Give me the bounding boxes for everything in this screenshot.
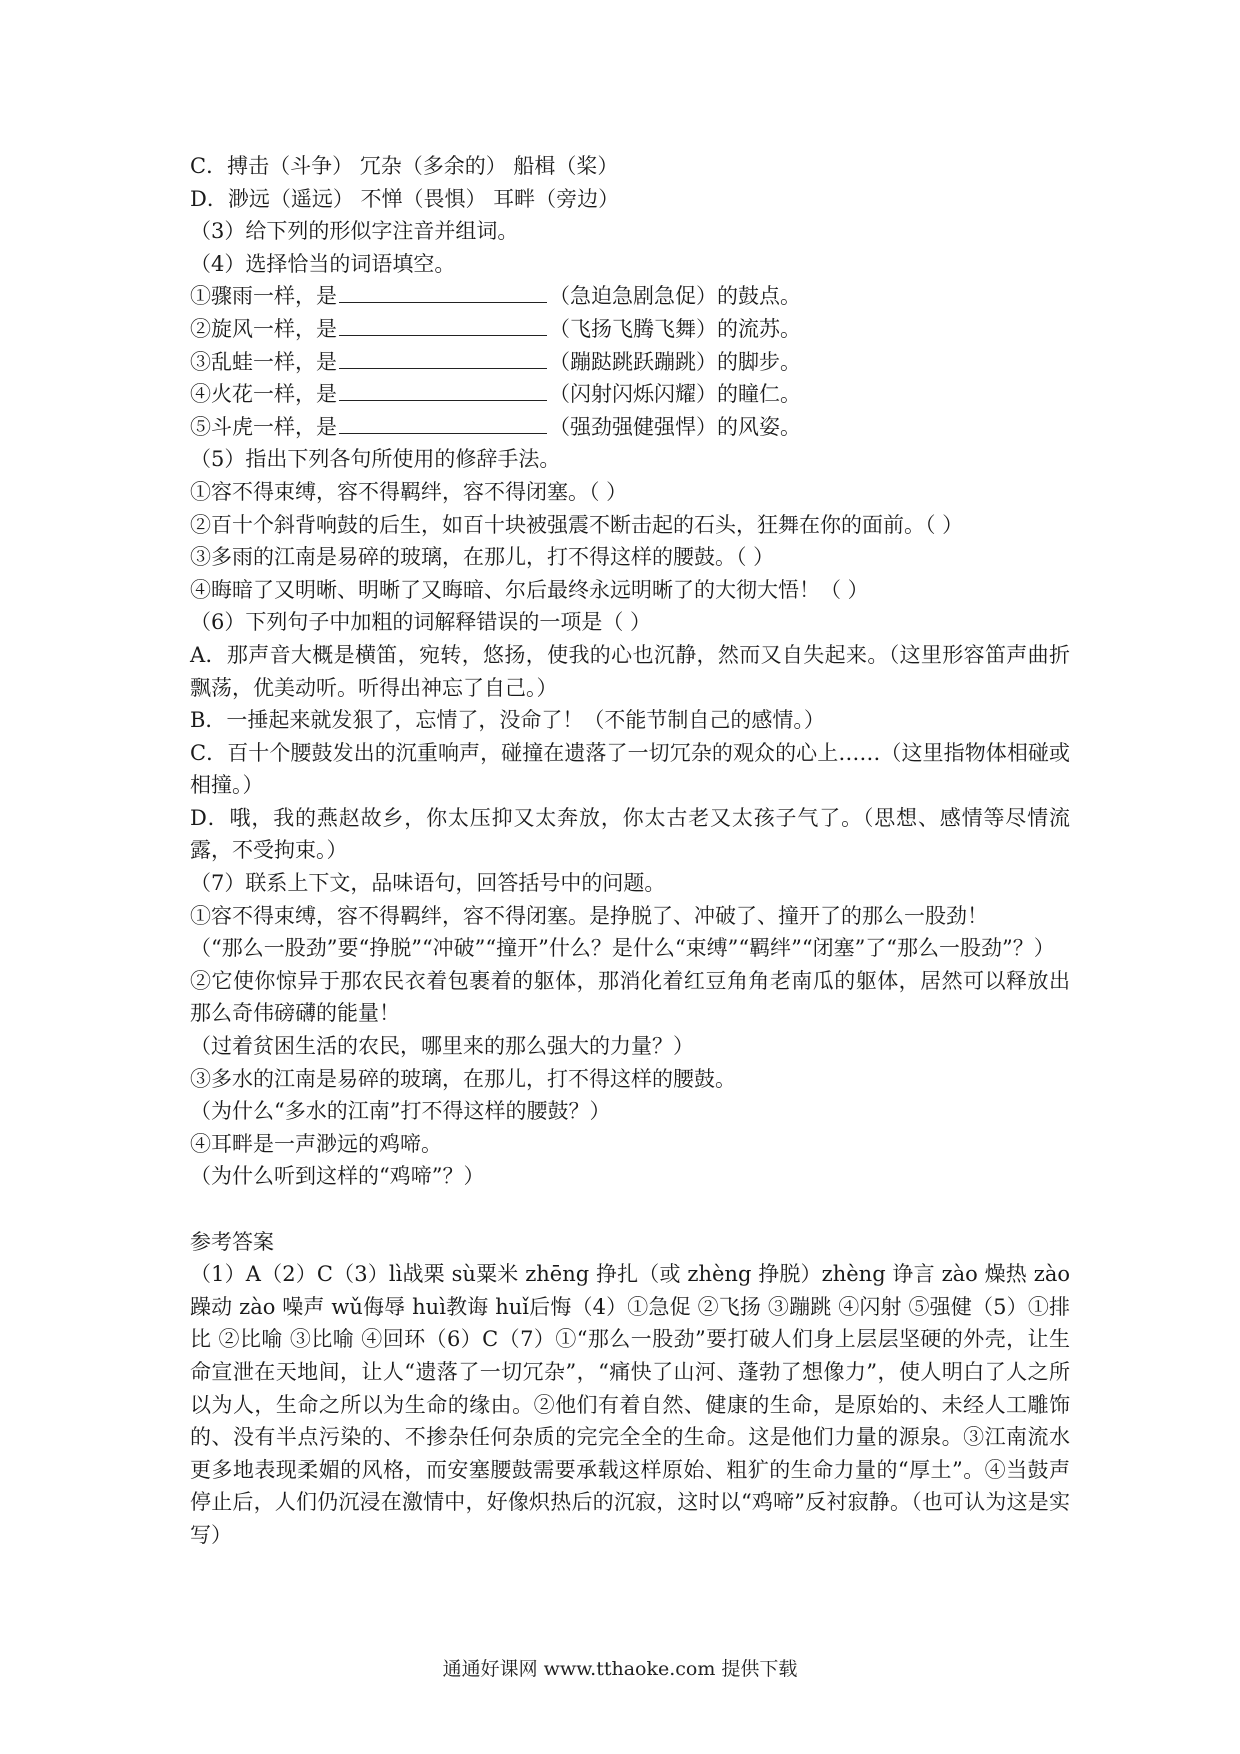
fill-item-prefix: ⑤斗虎一样，是 bbox=[190, 414, 337, 439]
section-gap bbox=[190, 1193, 1070, 1226]
quote-question: （过着贫困生活的农民，哪里来的那么强大的力量？） bbox=[190, 1034, 694, 1059]
fill-item bbox=[190, 346, 1070, 379]
question-7: （7）联系上下文，品味语句，回答括号中的问题。 bbox=[190, 871, 666, 896]
fill-item-suffix: （飞扬飞腾飞舞）的流苏。 bbox=[549, 316, 801, 341]
fill-item-suffix: （强劲强健强悍）的风姿。 bbox=[549, 414, 801, 439]
answer-blank[interactable] bbox=[339, 350, 547, 369]
option-a: A．那声音大概是横笛，宛转，悠扬，使我的心也沉静，然而又自失起来。（这里形容笛声曲折飘荡，优美动听。听得出神忘了自己。） bbox=[190, 642, 1070, 700]
answer-blank[interactable] bbox=[339, 382, 547, 401]
fill-item bbox=[190, 280, 1070, 313]
question-4: （4）选择恰当的词语填空。 bbox=[190, 251, 456, 276]
fill-item-suffix: （闪射闪烁闪耀）的瞳仁。 bbox=[549, 382, 801, 407]
page-footer: 通通好课网 www.tthaoke.com 提供下载 bbox=[442, 1658, 798, 1680]
fill-item bbox=[190, 378, 1070, 411]
answers-heading: 参考答案 bbox=[190, 1229, 274, 1254]
answer-blank[interactable] bbox=[339, 415, 547, 434]
question-6: （6）下列句子中加粗的词解释错误的一项是（ ） bbox=[190, 610, 652, 635]
quote-item: ①容不得束缚，容不得羁绊，容不得闭塞。是挣脱了、冲破了、撞开了的那么一股劲！ bbox=[190, 903, 988, 928]
fill-item-prefix: ④火花一样，是 bbox=[190, 382, 337, 407]
quote-item: ②它使你惊异于那农民衣着包裹着的躯体，那消化着红豆角角老南瓜的躯体，居然可以释放出那么奇伟磅礴的能量！ bbox=[190, 968, 1070, 1026]
quote-question: （为什么听到这样的“鸡啼”？） bbox=[190, 1164, 485, 1189]
quote-item: ④耳畔是一声渺远的鸡啼。 bbox=[190, 1131, 442, 1156]
fill-item-prefix: ②旋风一样，是 bbox=[190, 316, 337, 341]
answers-body: （1）A（2）C（3）lì战栗 sù粟米 zhēng 挣扎（或 zhèng 挣脱）zhèng 诤言 zào 燥热 zào 躁动 zào 噪声 wǔ侮辱 huì教诲 huǐ后悔（4）①急促 ②飞扬 ③蹦跳 ④闪射 ⑤强健（5）①排比 ②比喻 ③比喻 ④回环（6）C（7）①“那么一股劲”要打破人们身上层层坚硬的外壳，让生命宣泄在天地间，让人“遗落了一切冗杂”，“痛快了山河、蓬勃了想像力”，使人明白了人之所以为人，生命之所以为生命的缘由。②他们有着自然、健康的生命，是原始的、未经人工雕饰的、没有半点污染的、不掺杂任何杂质的完完全全的生命。这是他们力量的源泉。③江南流水更多地表现柔媚的风格，而安塞腰鼓需要承载这样原始、粗犷的生命力量的“厚土”。④当鼓声停止后，人们仍沉浸在激情中，好像炽热后的沉寂，这时以“鸡啼”反衬寂静。（也可认为这是实写） bbox=[190, 1262, 1070, 1547]
option-b: B．一捶起来就发狠了，忘情了，没命了！（不能节制自己的感情。） bbox=[190, 708, 825, 733]
rhetoric-item: ④晦暗了又明晰、明晰了又晦暗、尔后最终永远明晰了的大彻大悟！（ ） bbox=[190, 577, 869, 602]
fill-item-prefix: ①骤雨一样，是 bbox=[190, 284, 337, 309]
fill-item-suffix: （蹦跶跳跃蹦跳）的脚步。 bbox=[549, 349, 801, 374]
answer-blank[interactable] bbox=[339, 317, 547, 336]
fill-item-suffix: （急迫急剧急促）的鼓点。 bbox=[549, 284, 801, 309]
option-d: D．渺远（遥远） 不惮（畏惧） 耳畔（旁边） bbox=[190, 186, 620, 211]
rhetoric-item: ②百十个斜背响鼓的后生，如百十块被强震不断击起的石头，狂舞在你的面前。（ ） bbox=[190, 512, 964, 537]
option-c: C．搏击（斗争） 冗杂（多余的） 船楫（桨） bbox=[190, 154, 619, 178]
option-d: D．哦，我的燕赵故乡，你太压抑又太奔放，你太古老又太孩子气了。（思想、感情等尽情流露，不受拘束。） bbox=[190, 805, 1070, 863]
option-c: C．百十个腰鼓发出的沉重响声，碰撞在遗落了一切冗杂的观众的心上……（这里指物体相碰或相撞。） bbox=[190, 740, 1070, 798]
quote-question: （为什么“多水的江南”打不得这样的腰鼓？） bbox=[190, 1099, 611, 1124]
document-body bbox=[190, 150, 1070, 1552]
question-5: （5）指出下列各句所使用的修辞手法。 bbox=[190, 447, 561, 472]
fill-item bbox=[190, 411, 1070, 444]
rhetoric-item: ①容不得束缚，容不得羁绊，容不得闭塞。（ ） bbox=[190, 479, 628, 504]
rhetoric-item: ③多雨的江南是易碎的玻璃，在那儿，打不得这样的腰鼓。（ ） bbox=[190, 545, 775, 570]
quote-question: （“那么一股劲”要“挣脱”“冲破”“撞开”什么？是什么“束缚”“羁绊”“闭塞”了“那么一股劲”？） bbox=[190, 936, 1055, 961]
question-3: （3）给下列的形似字注音并组词。 bbox=[190, 219, 519, 244]
answer-blank[interactable] bbox=[339, 284, 547, 303]
fill-item-prefix: ③乱蛙一样，是 bbox=[190, 349, 337, 374]
quote-item: ③多水的江南是易碎的玻璃，在那儿，打不得这样的腰鼓。 bbox=[190, 1066, 736, 1091]
fill-item bbox=[190, 313, 1070, 346]
